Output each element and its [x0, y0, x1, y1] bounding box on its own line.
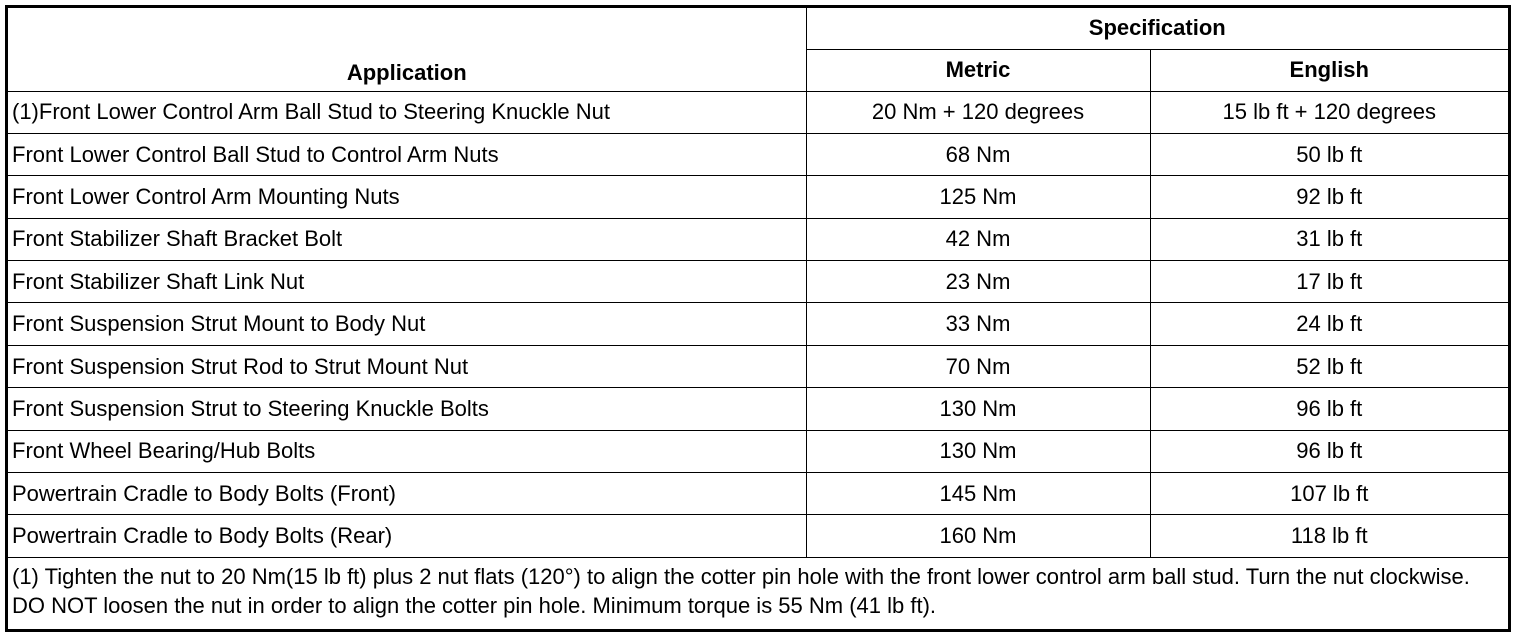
cell-metric: 20 Nm + 120 degrees — [806, 91, 1150, 133]
table-row — [8, 133, 1508, 175]
header-row-group — [8, 8, 1508, 49]
header-english: English — [1150, 49, 1508, 91]
cell-english: 15 lb ft + 120 degrees — [1150, 91, 1508, 133]
cell-metric: 145 Nm — [806, 473, 1150, 515]
cell-english: 24 lb ft — [1150, 303, 1508, 345]
cell-metric: 68 Nm — [806, 133, 1150, 175]
fastener-spec-table-frame — [5, 5, 1511, 632]
cell-metric: 42 Nm — [806, 218, 1150, 260]
table-row — [8, 91, 1508, 133]
table-row — [8, 430, 1508, 472]
footnote-row — [8, 557, 1508, 634]
cell-metric: 70 Nm — [806, 345, 1150, 387]
cell-english: 31 lb ft — [1150, 218, 1508, 260]
table-row — [8, 303, 1508, 345]
footnote-text: (1) Tighten the nut to 20 Nm(15 lb ft) plus 2 nut flats (120°) to align the cotter pin hole with the front lower control arm ball stud. Turn the nut clockwise. DO NOT loosen the nut in order to align the cotter pin hole. Minimum torque is 55 Nm (41 lb ft). — [8, 557, 1508, 634]
cell-english: 92 lb ft — [1150, 176, 1508, 218]
cell-application: Front Suspension Strut Mount to Body Nut — [8, 303, 806, 345]
cell-english: 107 lb ft — [1150, 473, 1508, 515]
header-metric: Metric — [806, 49, 1150, 91]
table-row — [8, 176, 1508, 218]
cell-english: 17 lb ft — [1150, 261, 1508, 303]
cell-english: 96 lb ft — [1150, 430, 1508, 472]
cell-english: 50 lb ft — [1150, 133, 1508, 175]
cell-metric: 33 Nm — [806, 303, 1150, 345]
cell-application: Front Wheel Bearing/Hub Bolts — [8, 430, 806, 472]
cell-application: Front Lower Control Ball Stud to Control Arm Nuts — [8, 133, 806, 175]
fastener-spec-table — [8, 8, 1508, 634]
cell-application: Front Stabilizer Shaft Link Nut — [8, 261, 806, 303]
cell-english: 52 lb ft — [1150, 345, 1508, 387]
cell-application: Powertrain Cradle to Body Bolts (Rear) — [8, 515, 806, 557]
table-row — [8, 388, 1508, 430]
table-row — [8, 473, 1508, 515]
table-row — [8, 218, 1508, 260]
table-row — [8, 345, 1508, 387]
table-row — [8, 515, 1508, 557]
cell-application: Front Suspension Strut to Steering Knuckle Bolts — [8, 388, 806, 430]
header-specification: Specification — [806, 8, 1508, 49]
cell-metric: 130 Nm — [806, 388, 1150, 430]
cell-application: Front Lower Control Arm Mounting Nuts — [8, 176, 806, 218]
cell-application: (1)Front Lower Control Arm Ball Stud to Steering Knuckle Nut — [8, 91, 806, 133]
cell-metric: 160 Nm — [806, 515, 1150, 557]
cell-metric: 130 Nm — [806, 430, 1150, 472]
table-row — [8, 261, 1508, 303]
cell-metric: 125 Nm — [806, 176, 1150, 218]
cell-application: Front Suspension Strut Rod to Strut Mount Nut — [8, 345, 806, 387]
cell-application: Front Stabilizer Shaft Bracket Bolt — [8, 218, 806, 260]
cell-english: 96 lb ft — [1150, 388, 1508, 430]
cell-metric: 23 Nm — [806, 261, 1150, 303]
cell-english: 118 lb ft — [1150, 515, 1508, 557]
cell-application: Powertrain Cradle to Body Bolts (Front) — [8, 473, 806, 515]
header-application: Application — [8, 8, 806, 91]
